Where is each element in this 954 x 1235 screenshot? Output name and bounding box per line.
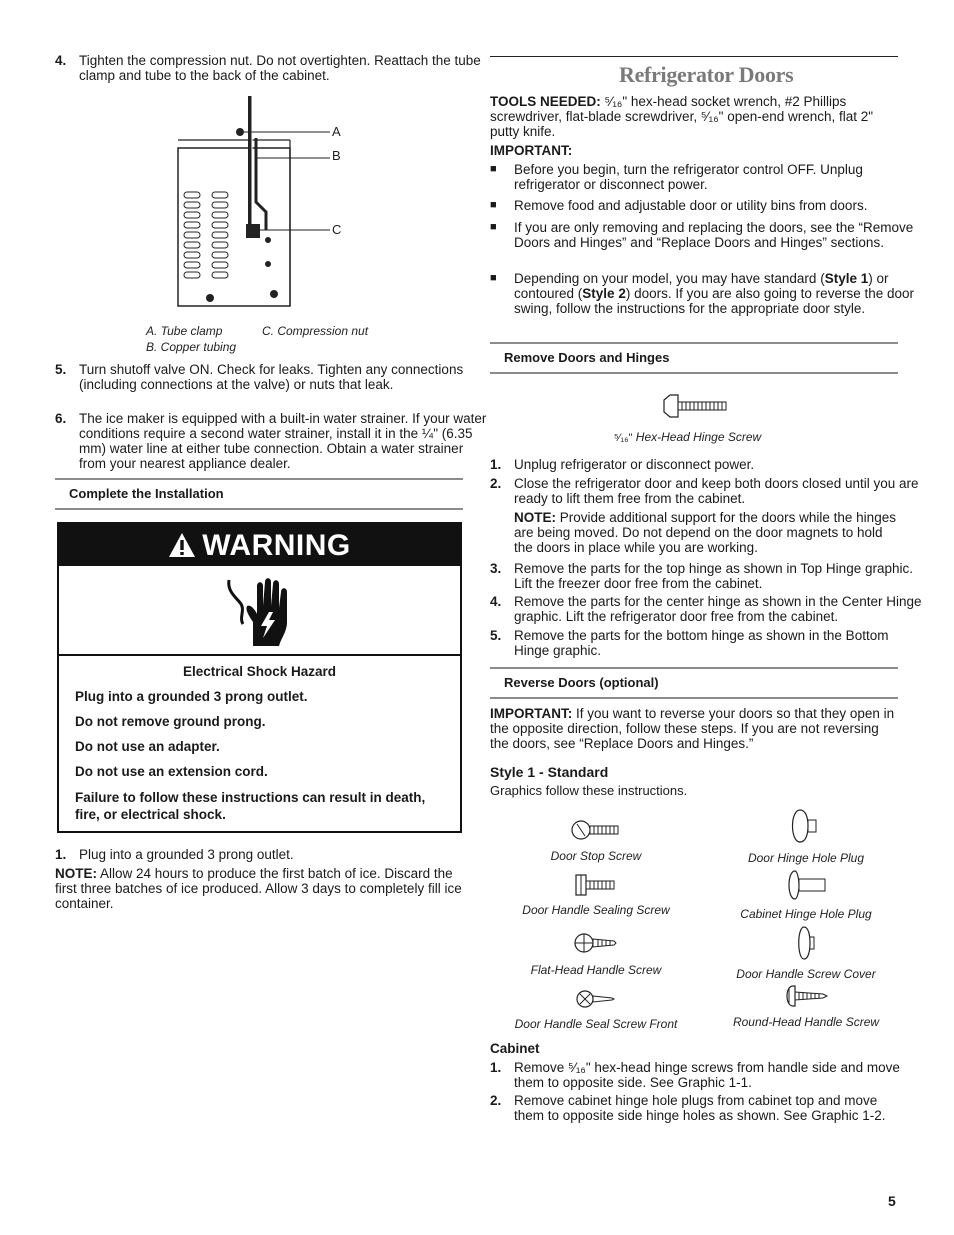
step-text: Remove the parts for the center hinge as shown in the Center Hinge graphic. Lift the refrigerator door free from the cabinet. [514,594,922,624]
bullet-text: If you are only removing and replacing the doors, see the “Remove Doors and Hinges” and “Replace Doors and Hinges” sections. [514,220,914,250]
warning-line-3: Do not use an adapter. [75,739,220,754]
bullet4-part: Depending on your model, you may have standard ( [514,271,825,286]
note-text: Provide additional support for the doors while the hinges are being moved. Do not depend on the door magnets to hold the doors in place while you are working. [514,510,896,555]
door-handle-seal-screw-front-icon [576,988,616,1010]
step-number: 2. [490,1093,502,1108]
hinge-screw-label: Hex-Head Hinge Screw [632,430,762,444]
warning-triangle-icon [168,532,196,558]
hw-round-head-handle-screw [700,984,912,1030]
label-a: A [332,124,341,139]
style1-heading: Style 1 - Standard [490,764,609,780]
hinge-screw-fraction: ⁵⁄₁₆" [614,432,633,444]
hw-flat-head-handle-screw [490,930,702,978]
round-head-handle-screw-icon [783,984,829,1008]
step-number: 3. [490,561,502,576]
step-number: 1. [490,457,502,472]
step-number: 5. [55,362,67,377]
step-5 [55,362,487,392]
step-text: Unplug refrigerator or disconnect power. [514,457,755,472]
caption-b: B. Copper tubing [146,340,237,354]
title-rule [490,56,898,57]
caption-c: C. Compression nut [262,324,369,338]
warning-line-1: Plug into a grounded 3 prong outlet. [75,689,308,704]
water-line-figure [170,92,360,312]
electric-shock-hand-icon [225,572,295,648]
bullet-square-icon [490,271,497,286]
hw-door-handle-sealing-screw [490,874,702,918]
warning-header [59,524,460,566]
hazard-title: Electrical Shock Hazard [182,664,337,679]
tools-text: ⁵⁄₁₆" hex-head socket wrench, #2 Phillips screwdriver, flat-blade screwdriver, ⁵⁄₁₆" open-end wrench, flat 2" putty knife. [490,94,874,139]
hinge-screw-caption [614,430,761,446]
tools-label: TOOLS NEEDED: [490,94,601,109]
label-c: C [332,222,342,237]
reverse-important [490,706,898,751]
shock-hazard-area [59,566,460,656]
section-reverse-doors: Reverse Doors (optional) [490,667,898,699]
step-6 [55,411,487,471]
cabinet-hinge-hole-plug-icon [783,870,829,900]
note-label: NOTE: [55,866,97,881]
step-text: Tighten the compression nut. Do not overtighten. Reattach the tube clamp and tube to the back of the cabinet. [79,53,481,83]
step-text: Remove ⁵⁄₁₆" hex-head hinge screws from handle side and move them to opposite side. See Graphic 1-1. [514,1060,900,1090]
hw-caption: Flat-Head Handle Screw [530,963,662,977]
bullet-3 [490,220,922,250]
page-number: 5 [888,1193,896,1209]
step-4 [55,53,487,83]
bullet-text: Before you begin, turn the refrigerator control OFF. Unplug refrigerator or disconnect power. [514,162,863,192]
bullet-square-icon [490,162,497,177]
section-remove-doors: Remove Doors and Hinges [490,342,898,374]
bullet-square-icon [490,198,497,213]
bullet-4 [490,271,922,316]
style1-subtext: Graphics follow these instructions. [490,783,688,798]
hw-caption: Round-Head Handle Screw [732,1015,880,1029]
hw-caption: Door Handle Screw Cover [736,967,876,981]
remove-step-1 [490,457,922,472]
step-text: Close the refrigerator door and keep both doors closed until you are ready to lift them free from the cabinet. [514,476,919,506]
flat-head-handle-screw-icon [574,930,618,956]
hw-caption: Door Handle Seal Screw Front [514,1017,678,1031]
note-label: NOTE: [514,510,556,525]
label-b: B [332,148,341,163]
warning-line-5: Failure to follow these instructions can result in death, fire, or electrical shock. [75,790,426,822]
cabinet-heading: Cabinet [490,1041,540,1056]
section-complete-installation: Complete the Installation [55,478,463,510]
remove-step-2 [490,476,922,506]
cabinet-step-1 [490,1060,922,1090]
warning-line-4: Do not use an extension cord. [75,764,268,779]
hw-caption: Door Stop Screw [550,849,642,863]
step-number: 2. [490,476,502,491]
caption-a: A. Tube clamp [146,324,223,338]
cabinet-step-2 [490,1093,894,1123]
note-text: Allow 24 hours to produce the first batch of ice. Discard the first three batches of ice produced. Allow 3 days to completely fill ice container. [55,866,462,911]
step-number: 4. [490,594,502,609]
bullet-text [514,271,922,316]
ice-note [55,866,463,911]
step-text: Remove cabinet hinge hole plugs from cabinet top and move them to opposite side hinge holes as shown. See Graphic 1-2. [514,1093,886,1123]
reverse-text: If you want to reverse your doors so that they open in the opposite direction, follow these steps. If you are not reversing the doors, see “Replace Doors and Hinges.” [490,706,895,751]
door-handle-sealing-screw-icon [574,874,618,896]
reverse-label: IMPORTANT: [490,706,573,721]
remove-step-3 [490,561,922,591]
hw-caption: Cabinet Hinge Hole Plug [740,907,872,921]
step-text: Remove the parts for the top hinge as shown in Top Hinge graphic. Lift the freezer door free from the cabinet. [514,561,913,591]
remove-note [514,510,898,555]
hw-door-stop-screw [490,818,702,864]
hw-door-handle-screw-cover [700,926,912,982]
door-stop-screw-icon [571,818,621,842]
step-text: Plug into a grounded 3 prong outlet. [79,847,294,862]
bullet-text: Remove food and adjustable door or utility bins from doors. [514,198,868,213]
step-number: 5. [490,628,502,643]
hw-cabinet-hinge-hole-plug [700,870,912,922]
hex-head-screw-icon [662,394,730,418]
hw-door-hinge-hole-plug [700,808,912,866]
tools-needed [490,94,898,139]
step-text: Turn shutoff valve ON. Check for leaks. Tighten any connections (including connections at the valve) or nuts that leak. [79,362,464,392]
hw-door-handle-seal-screw-front [490,988,702,1032]
important-label: IMPORTANT: [490,143,573,158]
step-text: The ice maker is equipped with a built-in water strainer. If your water conditions require a second water strainer, install it in the ¼" (6.35 mm) water line at either tube connection. Obtain a water strainer from your nearest appliance dealer. [79,411,487,471]
door-handle-screw-cover-icon [794,926,818,960]
style1-bold: Style 1 [824,271,869,286]
bullet-1 [490,162,922,192]
bullet4-part: ) doors. If you are also going to reverse the door swing, follow the instructions for the appropriate door style. [514,286,914,316]
warning-line-2: Do not remove ground prong. [75,714,266,729]
door-hinge-hole-plug-icon [786,808,826,844]
style2-bold: Style 2 [582,286,626,301]
bullet4-part: ) or contoured ( [514,271,889,301]
step-number: 1. [490,1060,502,1075]
step-number: 4. [55,53,67,68]
warning-title: WARNING [202,528,351,562]
step-number: 6. [55,411,67,426]
step-text: Remove the parts for the bottom hinge as shown in the Bottom Hinge graphic. [514,628,889,658]
remove-step-4 [490,594,922,624]
step-number: 1. [55,847,67,862]
hw-caption: Door Handle Sealing Screw [522,903,670,917]
bullet-square-icon [490,220,497,235]
remove-step-5 [490,628,922,658]
page-title: Refrigerator Doors [619,62,794,87]
warning-box [57,522,462,833]
install-step-1 [55,847,487,862]
bullet-2 [490,198,922,213]
hw-caption: Door Hinge Hole Plug [747,851,865,865]
